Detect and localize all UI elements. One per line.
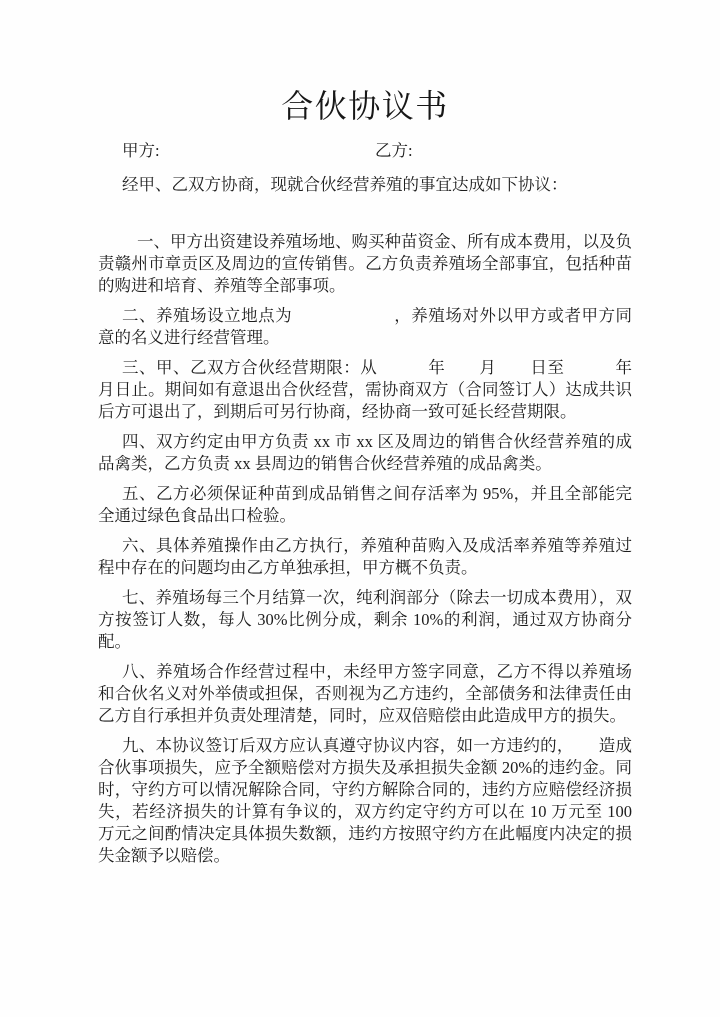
clause-8: 八、养殖场合作经营过程中，未经甲方签字同意，乙方不得以养殖场和合伙名义对外举债或担保，否则视为乙方违约，全部债务和法律责任由乙方自行承担并负责处理清楚，同时，应双倍赔偿由此造成甲方的损失。 — [98, 662, 632, 725]
clause-7: 七、养殖场每三个月结算一次，纯利润部分（除去一切成本费用），双方按签订人数，每人 30%比例分成，剩余 10%的利润，通过双方协商分配。 — [98, 588, 632, 651]
document-title: 合伙协议书 — [281, 88, 449, 124]
parties-row — [98, 140, 632, 162]
clause-3: 三、甲、乙双方合伙经营期限：从 年 月 日至 年 月日止。期间如有意退出合伙经营，需协商双方（合同签订人）达成共识后方可退出了，到期后可另行协商，经协商一致可延长经营期限。 — [98, 358, 665, 421]
clause-4: 四、双方约定由甲方负责 xx 市 xx 区及周边的销售合伙经营养殖的成品禽类，乙方负责 xx 县周边的销售合伙经营养殖的成品禽类。 — [98, 432, 632, 473]
party-b-label: 乙方: — [375, 141, 413, 160]
clause-5: 五、乙方必须保证种苗到成品销售之间存活率为 95%，并且全部能完全通过绿色食品出口检验。 — [98, 484, 632, 525]
party-a-label: 甲方: — [122, 141, 160, 160]
intro-paragraph: 经甲、乙双方协商，现就合伙经营养殖的事宜达成如下协议： — [122, 175, 568, 194]
clause-2: 二、养殖场设立地点为 ，养殖场对外以甲方或者甲方同意的名义进行经营管理。 — [98, 306, 632, 347]
clause-1: 一、甲方出资建设养殖场地、购买种苗资金、所有成本费用，以及负责赣州市章贡区及周边的宣传销售。乙方负责养殖场全部事宜，包括种苗的购进和培育、养殖等全部事项。 — [98, 232, 632, 295]
clause-6: 六、具体养殖操作由乙方执行，养殖种苗购入及成活率养殖等养殖过程中存在的问题均由乙方单独承担，甲方概不负责。 — [98, 536, 632, 577]
clause-9: 九、本协议签订后双方应认真遵守协议内容，如一方违约的， 造成合伙事项损失，应予全额赔偿对方损失及承担损失金额 20%的违约金。同时，守约方可以情况解除合同，守约方解除合同的，违约方应赔偿经济损失，若经济损失的计算有争议的，双方约定守约方可以在 10 万元至 100 万元之间酌情决定具体损失数额，违约方按照守约方在此幅度内决定的损失金额予以赔偿。 — [98, 736, 632, 865]
